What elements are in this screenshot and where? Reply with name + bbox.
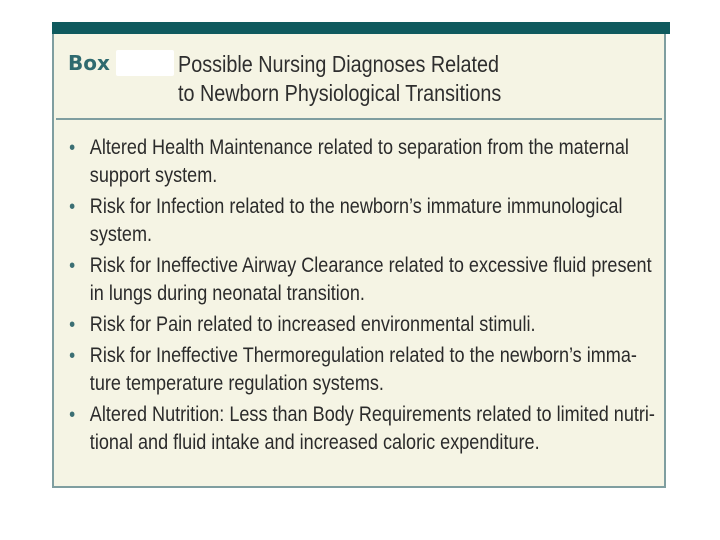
bullet-icon: • <box>69 404 76 426</box>
list-item-line: Risk for Infection related to the newborn’s immature immunological <box>89 195 623 218</box>
list-item-line: in lungs during neonatal transition. <box>89 282 365 305</box>
box-label: Box <box>68 51 110 75</box>
list-item-text <box>90 193 658 249</box>
list-item-text <box>90 252 658 308</box>
list-item <box>64 134 657 190</box>
list-item-line: support system. <box>89 164 218 187</box>
list-item-line: Altered Nutrition: Less than Body Requirements related to limited nutri- <box>89 403 655 426</box>
top-accent-bar <box>52 22 670 34</box>
bullet-icon: • <box>69 196 76 218</box>
box-title-line-2: to Newborn Physiological Transitions <box>177 80 502 106</box>
header-divider <box>56 118 662 120</box>
list-item <box>64 193 657 249</box>
list-item-line: Risk for Ineffective Thermoregulation related to the newborn’s imma- <box>89 344 637 367</box>
redacted-box-number <box>116 50 174 76</box>
content-box <box>52 34 666 488</box>
box-header <box>68 50 650 108</box>
box-title-line-1: Possible Nursing Diagnoses Related <box>177 51 499 77</box>
list-item-text <box>90 311 658 339</box>
box-title <box>178 50 501 108</box>
bullet-icon: • <box>69 137 76 159</box>
bullet-icon: • <box>69 255 76 277</box>
list-item <box>64 311 657 339</box>
bullet-icon: • <box>69 314 76 336</box>
list-item-line: Altered Health Maintenance related to separation from the maternal <box>89 136 629 159</box>
list-item-line: Risk for Pain related to increased environmental stimuli. <box>89 313 536 336</box>
list-item-text <box>90 401 658 457</box>
list-item-line: ture temperature regulation systems. <box>89 372 384 395</box>
diagnoses-list <box>64 134 657 460</box>
list-item <box>64 252 657 308</box>
list-item-line: Risk for Ineffective Airway Clearance related to excessive fluid present <box>89 254 652 277</box>
list-item-text <box>90 342 658 398</box>
list-item-line: system. <box>89 223 153 246</box>
list-item-line: tional and fluid intake and increased caloric expenditure. <box>89 431 540 454</box>
list-item <box>64 401 657 457</box>
list-item <box>64 342 657 398</box>
bullet-icon: • <box>69 345 76 367</box>
list-item-text <box>90 134 658 190</box>
